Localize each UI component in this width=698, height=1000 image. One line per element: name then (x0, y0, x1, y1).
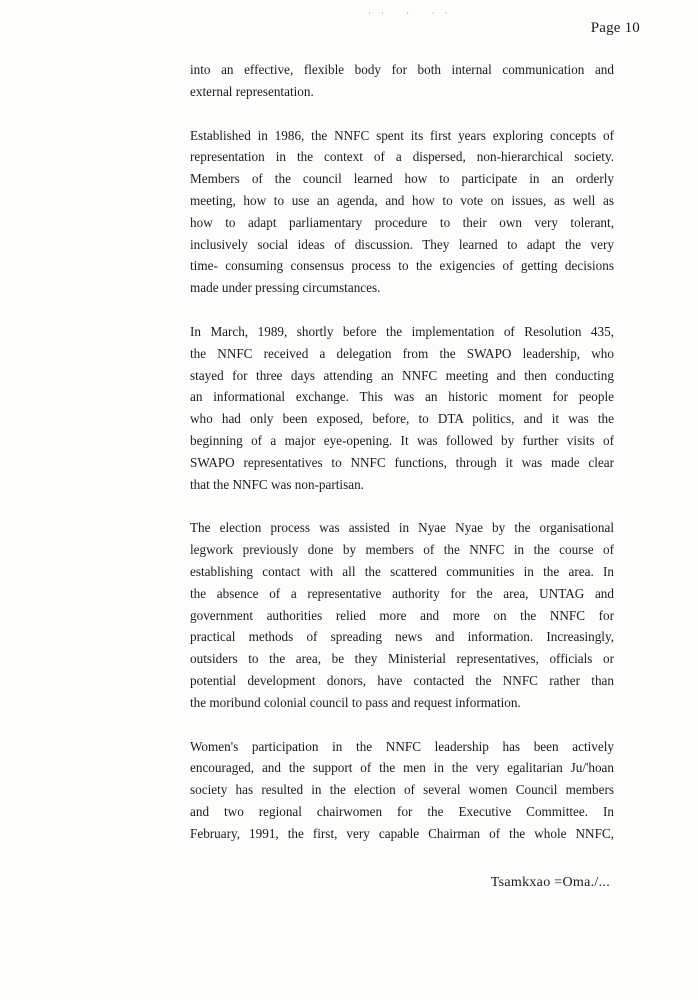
text-line: In March, 1989, shortly before the implementation of Resolution 435, (190, 323, 614, 339)
text-line: stayed for three days attending an NNFC meeting and then conducting (190, 367, 614, 383)
text-line: beginning of a major eye-opening. It was followed by further visits of (190, 432, 614, 448)
text-line: SWAPO representatives to NNFC functions, through it was made clear (190, 454, 614, 470)
body-text (190, 59, 614, 867)
text-line: an informational exchange. This was an historic moment for people (190, 389, 614, 405)
paragraph (190, 517, 614, 713)
text-line: practical methods of spreading news and information. Increasingly, (190, 629, 614, 645)
text-line: meeting, how to use an agenda, and how to vote on issues, as well as (190, 192, 614, 208)
text-line: society has resulted in the election of several women Council members (190, 782, 614, 798)
text-line: outsiders to the area, be they Ministerial representatives, officials or (190, 651, 614, 667)
paragraph (190, 125, 614, 299)
text-line: external representation. (190, 83, 314, 99)
text-line: The election process was assisted in Nyae Nyae by the organisational (190, 520, 614, 536)
paragraph (190, 59, 614, 103)
text-line: government authorities relied more and more on the NNFC for (190, 607, 614, 623)
text-line: and two regional chairwomen for the Executive Committee. In (190, 803, 614, 819)
text-line: Established in 1986, the NNFC spent its first years exploring concepts of (190, 127, 614, 143)
paragraph (190, 736, 614, 845)
text-line: legwork previously done by members of the NNFC in the course of (190, 542, 614, 558)
text-line: Women's participation in the NNFC leadership has been actively (190, 738, 614, 754)
text-line: February, 1991, the first, very capable Chairman of the whole NNFC, (190, 825, 614, 841)
text-line: how to adapt parliamentary procedure to their own very tolerant, (190, 214, 614, 230)
text-line: encouraged, and the support of the men in the very egalitarian Ju/'hoan (190, 760, 614, 776)
text-line: who had only been exposed, before, to DTA politics, and it was the (190, 411, 614, 427)
catchword: Tsamkxao =Oma./... (490, 875, 610, 890)
text-line: potential development donors, have contacted the NNFC rather than (190, 672, 614, 688)
scan-specks: ·· · ·· (368, 8, 458, 18)
text-line: the moribund colonial council to pass and request information. (190, 694, 521, 710)
paragraph (190, 321, 614, 495)
text-line: inclusively social ideas of discussion. They learned to adapt the very (190, 236, 614, 252)
text-line: that the NNFC was non-partisan. (190, 476, 364, 492)
text-line: Members of the council learned how to participate in an orderly (190, 171, 614, 187)
text-line: the absence of a representative authority for the area, UNTAG and (190, 585, 614, 601)
text-line: the NNFC received a delegation from the SWAPO leadership, who (190, 345, 614, 361)
text-line: establishing contact with all the scattered communities in the area. In (190, 563, 614, 579)
text-line: representation in the context of a dispersed, non-hierarchical society. (190, 149, 614, 165)
text-line: time- consuming consensus process to the exigencies of getting decisions (190, 258, 614, 274)
page-number: Page 10 (590, 20, 640, 36)
text-line: made under pressing circumstances. (190, 280, 381, 296)
text-line: into an effective, flexible body for both internal communication and (190, 62, 614, 77)
